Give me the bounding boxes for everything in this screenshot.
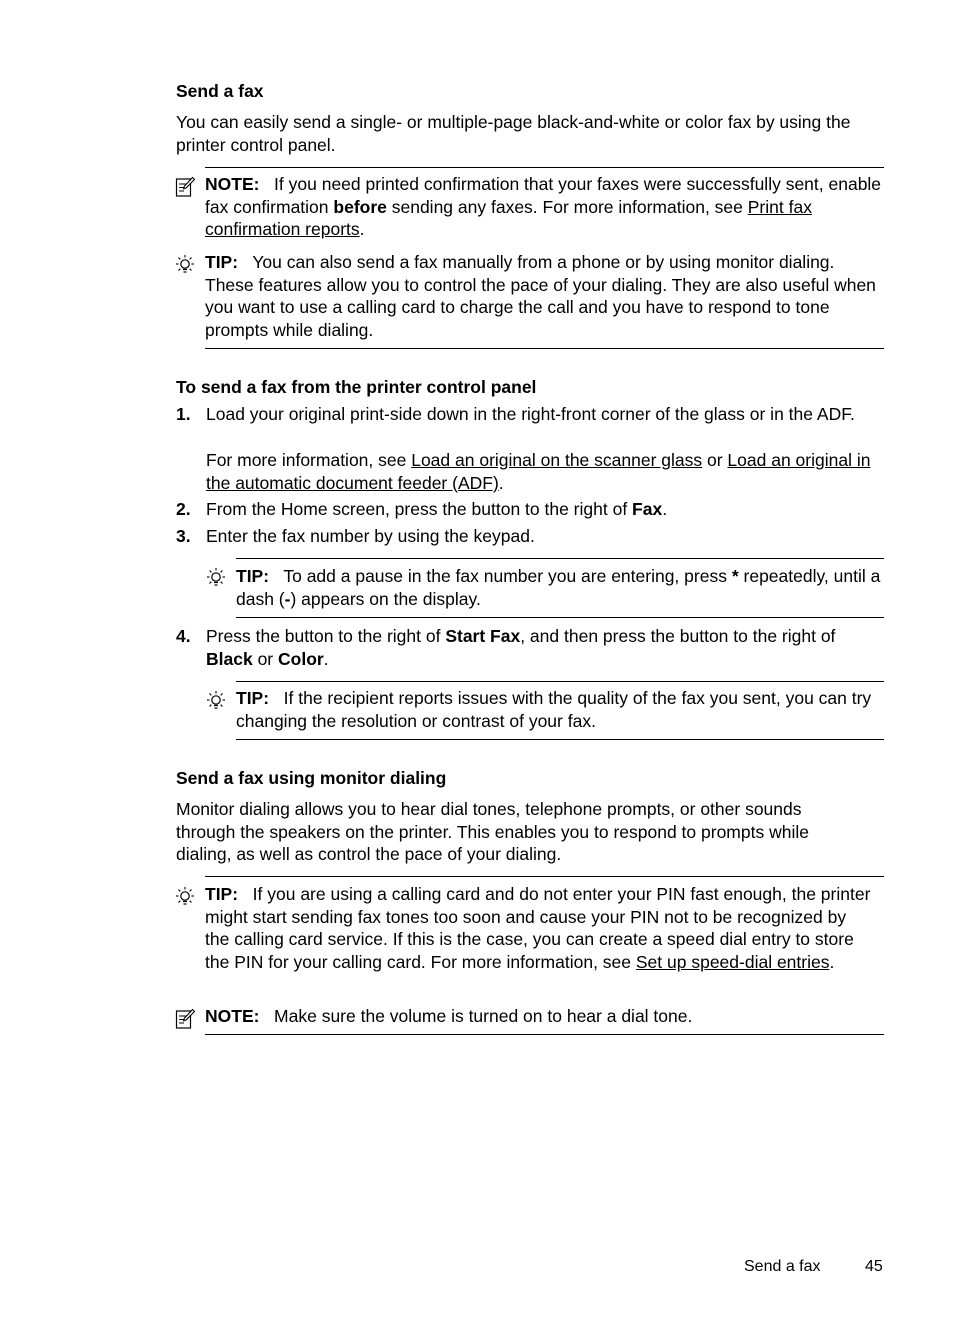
step-1-suffix: . (498, 472, 504, 493)
section-heading-send-a-fax: Send a fax (176, 81, 264, 101)
tip-label: TIP: (236, 566, 270, 586)
step-4-text-1: Press the button to the right of (206, 626, 446, 646)
tip-text: You can also send a fax manually from a phone or by using monitor dialing. These features allow you to control the pace of your dialing. They are also useful when you want to use a calling card to charge the call and you have to respond to tone prompts while dialing. (205, 252, 876, 340)
step-4-text-4: . (323, 648, 329, 669)
tip-calling-card-pin (205, 883, 875, 973)
step-1-more-info (206, 449, 886, 494)
step-number-2: 2. (176, 499, 191, 519)
tip-bold-dash: - (284, 588, 291, 609)
step-3-tip (236, 565, 881, 610)
step-4-bold-color: Color (278, 648, 324, 669)
note-bold-before: before (333, 196, 387, 217)
note-label: NOTE: (205, 1006, 260, 1026)
tip-top-rule (205, 876, 884, 877)
step-2-suffix: . (662, 499, 668, 519)
tip-lightbulb-icon (175, 254, 195, 276)
link-print-fax-confirmation-reports[interactable]: Print fax confirmation reports (205, 196, 812, 239)
procedure-heading: To send a fax from the printer control panel (176, 377, 537, 397)
note-confirmation (205, 173, 885, 241)
tip-bold-asterisk: * (731, 566, 739, 586)
link-load-original-scanner-glass[interactable]: Load an original on the scanner glass (411, 450, 703, 470)
step-4-text-2: , and then press the button to the right of (520, 626, 836, 646)
step-4-text (206, 625, 881, 670)
step-3-tip-bottom-rule (236, 617, 884, 618)
tip-text-3: ) appears on the display. (290, 588, 481, 609)
note-label: NOTE: (205, 174, 260, 194)
step-number-4: 4. (176, 626, 191, 646)
note-volume (205, 1005, 885, 1028)
step-2-bold-fax: Fax (632, 499, 663, 519)
step-4-bold-start-fax: Start Fax (445, 626, 521, 646)
intro-paragraph: You can easily send a single- or multiple-page black-and-white or color fax by using the printer control panel. (176, 112, 851, 155)
tip-label: TIP: (205, 252, 239, 272)
tip-lightbulb-icon (206, 690, 226, 712)
step-4-tip (236, 687, 884, 732)
note-text: If you need printed confirmation that your faxes were successfully sent, enable fax confirmation (205, 174, 882, 217)
tip-bottom-rule (205, 348, 884, 349)
tip-label: TIP: (205, 884, 239, 904)
step-4-text-3: or (252, 648, 278, 669)
tip-suffix: . (829, 951, 835, 972)
monitor-dialing-paragraph: Monitor dialing allows you to hear dial tones, telephone prompts, or other sounds through the speakers on the printer. This enables you to respond to prompts while dialing, as well as control the pace of your dialing. (176, 799, 809, 864)
step-1-text: Load your original print-side down in the right-front corner of the glass or in the ADF. (206, 404, 855, 424)
step-3-text: Enter the fax number by using the keypad. (206, 526, 535, 546)
page-number: 45 (865, 1258, 883, 1275)
tip-text: To add a pause in the fax number you are entering, press (283, 566, 732, 586)
note-text-2: sending any faxes. For more information, see (386, 196, 748, 217)
tip-text: If the recipient reports issues with the quality of the fax you sent, you can try changing the resolution or contrast of your fax. (236, 688, 872, 731)
tip-text: If you are using a calling card and do not enter your PIN fast enough, the printer might start sending fax tones too soon and cause your PIN not to be recognized by the calling card service. If this is the case, you can create a speed dial entry to store the PIN for your calling card. For more information, see (205, 884, 871, 972)
note-bottom-rule (205, 1034, 884, 1035)
step-2-body: From the Home screen, press the button to the right of (206, 499, 633, 519)
tip-lightbulb-icon (175, 886, 195, 908)
step-4-tip-top-rule (236, 681, 884, 682)
note-text-3: . (359, 219, 365, 239)
link-set-up-speed-dial-entries[interactable]: Set up speed-dial entries (635, 951, 830, 972)
tip-lightbulb-icon (206, 567, 226, 589)
link-load-original-adf[interactable]: Load an original in the automatic document feeder (ADF) (206, 450, 871, 493)
tip-label: TIP: (236, 688, 270, 708)
note-icon (175, 176, 195, 198)
step-4-tip-bottom-rule (236, 739, 884, 740)
footer-section-title: Send a fax (744, 1258, 821, 1275)
note-icon (175, 1008, 195, 1030)
step-number-3: 3. (176, 526, 191, 546)
step-1-or: or (702, 450, 728, 470)
step-4-bold-black: Black (206, 648, 253, 669)
section-heading-monitor-dialing: Send a fax using monitor dialing (176, 768, 447, 788)
step-2-text (206, 498, 876, 521)
note-top-rule (205, 167, 884, 168)
tip-monitor-dialing (205, 251, 885, 341)
step-number-1: 1. (176, 404, 191, 424)
tip-text-2: repeatedly, until a dash ( (236, 566, 881, 609)
step-1-more-prefix: For more information, see (206, 450, 412, 470)
step-3-tip-top-rule (236, 558, 884, 559)
note-text: Make sure the volume is turned on to hear a dial tone. (274, 1006, 693, 1026)
